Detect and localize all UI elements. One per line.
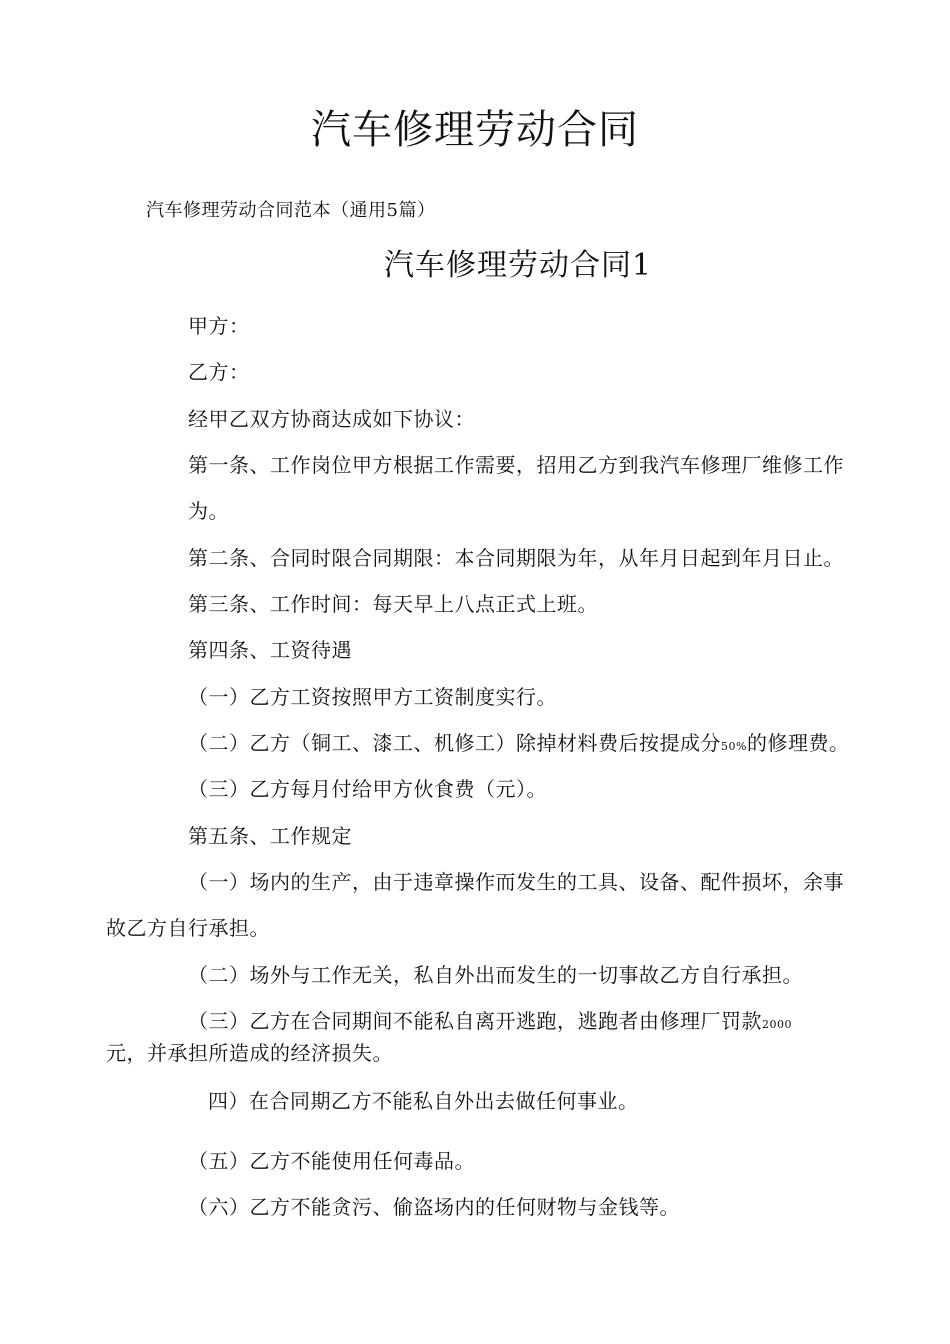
document-title: 汽车修理劳动合同: [311, 107, 639, 153]
article-4-item-2-suffix: 的修理费。: [746, 731, 850, 755]
article-5-item-6: （六）乙方不能贪污、偷盗场内的任何财物与金钱等。: [188, 1195, 680, 1219]
document-intro: 汽车修理劳动合同范本（通用5篇）: [146, 200, 436, 221]
article-5-item-1-line-1: （一）场内的生产，由于违章操作而发生的工具、设备、配件损坏，余事: [188, 870, 844, 894]
article-5-item-3-line-2: 元，并承担所造成的经济损失。: [106, 1041, 393, 1065]
article-4-item-3: （三）乙方每月付给甲方伙食费（元）。: [188, 777, 547, 801]
article-4-heading: 第四条、工资待遇: [188, 638, 352, 662]
agreement-line: 经甲乙双方协商达成如下协议：: [188, 407, 475, 431]
article-4-item-2: [188, 730, 849, 760]
article-4-item-2-percent: 50%: [721, 740, 747, 753]
section-title: 汽车修理劳动合同1: [383, 248, 653, 283]
article-2: 第二条、合同时限合同期限：本合同期限为年，从年月日起到年月日止。: [188, 546, 844, 570]
article-5-item-2: （二）场外与工作无关，私自外出而发生的一切事故乙方自行承担。: [188, 963, 803, 987]
article-4-item-1: （一）乙方工资按照甲方工资制度实行。: [188, 685, 557, 709]
article-5-heading: 第五条、工作规定: [188, 824, 352, 848]
article-5-item-3-amount: 2000: [762, 1018, 792, 1031]
article-4-item-2-text: （二）乙方（铜工、漆工、机修工）除掉材料费后按提成分: [188, 731, 721, 755]
article-5-item-3-text: （三）乙方在合同期间不能私自离开逃跑，逃跑者由修理厂罚款: [188, 1009, 762, 1033]
article-5-item-1-line-2: 故乙方自行承担。: [106, 916, 270, 940]
article-1-line-2: 为。: [188, 499, 229, 523]
party-a-label: 甲方：: [188, 314, 250, 338]
article-5-item-3-line-1: [188, 1008, 792, 1038]
article-1-line-1: 第一条、工作岗位甲方根据工作需要，招用乙方到我汽车修理厂维修工作: [188, 453, 844, 477]
party-b-label: 乙方：: [188, 360, 250, 384]
article-5-item-4: 四）在合同期乙方不能私自外出去做任何事业。: [208, 1089, 639, 1113]
article-3: 第三条、工作时间：每天早上八点正式上班。: [188, 592, 598, 616]
article-5-item-5: （五）乙方不能使用任何毒品。: [188, 1149, 475, 1173]
